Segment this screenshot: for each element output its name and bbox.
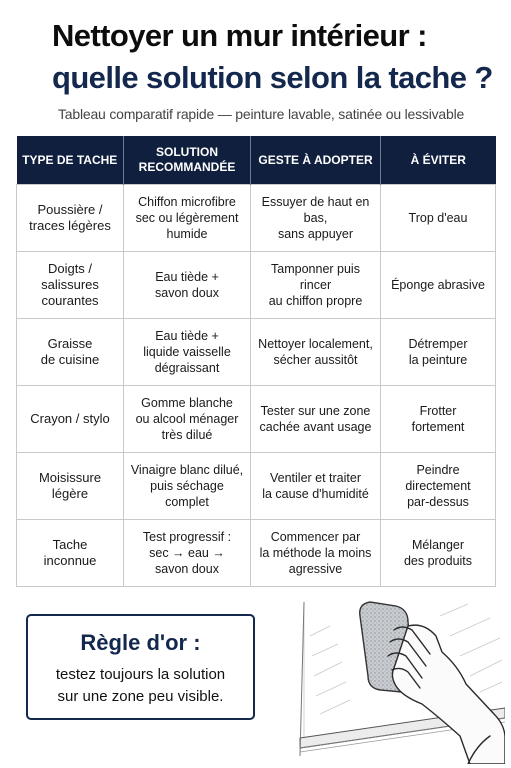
cell-solution-line: Test progressif :	[142, 530, 232, 544]
table-header-row	[17, 136, 496, 185]
cell-type-line: Tache	[52, 537, 88, 552]
cell-geste-line: la méthode la moins	[259, 546, 372, 560]
cell-geste	[251, 520, 381, 587]
cell-solution-line: Eau tiède +	[155, 270, 219, 284]
cell-solution-line: ou alcool ménager	[135, 412, 239, 426]
cell-type-line: traces légères	[29, 218, 111, 233]
page-title-line2: quelle solution selon la tache ?	[52, 60, 493, 95]
golden-rule-title: Règle d'or :	[80, 630, 201, 655]
cell-type	[17, 185, 124, 252]
cell-geste	[251, 252, 381, 319]
header-eviter: À ÉVITER	[381, 136, 496, 185]
cell-eviter	[381, 185, 496, 252]
comparison-table	[16, 136, 496, 587]
cell-solution-line: sec → eau →	[149, 546, 225, 560]
cell-geste-line: Nettoyer localement,	[258, 337, 373, 351]
header-solution-line2: RECOMMANDÉE	[138, 160, 236, 174]
cell-eviter	[381, 252, 496, 319]
cell-solution-line: Vinaigre blanc dilué,	[130, 463, 244, 477]
table-row	[17, 185, 496, 252]
cell-geste-line: au chiffon propre	[268, 294, 363, 308]
cell-solution-line: Chiffon microfibre	[138, 195, 236, 209]
table-row	[17, 520, 496, 587]
cell-geste	[251, 185, 381, 252]
cell-solution-line: Eau tiède +	[155, 329, 219, 343]
cell-type-line: Graisse	[47, 336, 93, 351]
cell-solution-line: liquide vaisselle	[143, 345, 231, 359]
cell-eviter-line: Frotter	[419, 404, 457, 418]
cell-type-line: de cuisine	[40, 352, 100, 367]
page-subtitle: Tableau comparatif rapide — peinture lavable, satinée ou lessivable	[58, 106, 465, 122]
cell-type-line: Crayon / stylo	[30, 411, 110, 426]
golden-rule-box	[26, 614, 255, 720]
cell-type-line: Moisissure	[38, 470, 102, 485]
header-type-de-tache: TYPE DE TACHE	[17, 136, 124, 185]
cell-type-line: courantes	[41, 293, 99, 308]
hand-sponge-wall-illustration	[290, 596, 505, 764]
cell-type-line: salissures	[41, 277, 99, 292]
table-row	[17, 252, 496, 319]
cell-eviter-line: par-dessus	[407, 495, 469, 509]
cell-eviter	[381, 386, 496, 453]
cell-geste	[251, 386, 381, 453]
cell-eviter	[381, 319, 496, 386]
table-row	[17, 453, 496, 520]
cell-eviter-line: Mélanger	[411, 538, 465, 552]
cell-geste	[251, 453, 381, 520]
cell-eviter-line: Peindre directement	[405, 463, 471, 493]
header-solution	[124, 136, 251, 185]
cell-type-line: Doigts /	[47, 261, 93, 276]
golden-rule-line2: sur une zone peu visible.	[57, 688, 224, 705]
cell-eviter	[381, 520, 496, 587]
cell-type	[17, 319, 124, 386]
cell-solution	[124, 453, 251, 520]
cell-solution-line: complet	[165, 495, 209, 509]
cell-solution	[124, 185, 251, 252]
golden-rule-line1: testez toujours la solution	[55, 666, 226, 683]
cell-geste-line: Tester sur une zone	[260, 404, 371, 418]
header-geste: GESTE À ADOPTER	[251, 136, 381, 185]
cell-solution	[124, 520, 251, 587]
cell-type-line: inconnue	[43, 553, 97, 568]
cell-geste-line: cachée avant usage	[259, 420, 372, 434]
cell-type-line: Poussière /	[37, 202, 103, 217]
cell-solution	[124, 386, 251, 453]
cell-geste-line: agressive	[288, 562, 343, 576]
cell-geste-line: sans appuyer	[277, 227, 354, 241]
cell-solution-line: très dilué	[161, 428, 213, 442]
cell-eviter-line: la peinture	[408, 353, 468, 367]
table-row	[17, 386, 496, 453]
header-solution-line1: SOLUTION	[156, 145, 218, 159]
cell-type	[17, 252, 124, 319]
cell-eviter-line: Trop d'eau	[408, 211, 468, 225]
cell-eviter	[381, 453, 496, 520]
page-title-line1: Nettoyer un mur intérieur :	[52, 18, 427, 53]
cell-type	[17, 386, 124, 453]
cell-type-line: légère	[51, 486, 89, 501]
cell-solution-line: savon doux	[155, 562, 219, 576]
cell-geste-line: Ventiler et traiter	[269, 471, 361, 485]
cell-solution-line: dégraissant	[154, 361, 220, 375]
cell-type	[17, 453, 124, 520]
cell-eviter-line: fortement	[411, 420, 465, 434]
cell-geste	[251, 319, 381, 386]
cell-geste-line: sécher aussitôt	[273, 353, 358, 367]
cell-solution	[124, 252, 251, 319]
golden-rule-text	[28, 664, 253, 708]
cell-geste-line: Tamponner puis rincer	[271, 262, 360, 292]
cell-solution-line: puis séchage	[150, 479, 224, 493]
cell-eviter-line: des produits	[403, 554, 473, 568]
cell-type	[17, 520, 124, 587]
cell-eviter-line: Éponge abrasive	[391, 278, 485, 292]
cell-solution-line: sec ou légèrement	[135, 211, 239, 225]
cell-eviter-line: Détremper	[408, 337, 468, 351]
cell-solution	[124, 319, 251, 386]
cell-geste-line: la cause d'humidité	[262, 487, 369, 501]
cell-geste-line: Essuyer de haut en bas,	[261, 195, 370, 225]
cell-solution-line: savon doux	[155, 286, 219, 300]
table-row	[17, 319, 496, 386]
cell-geste-line: Commencer par	[270, 530, 361, 544]
cell-solution-line: Gomme blanche	[141, 396, 233, 410]
cell-solution-line: humide	[166, 227, 208, 241]
